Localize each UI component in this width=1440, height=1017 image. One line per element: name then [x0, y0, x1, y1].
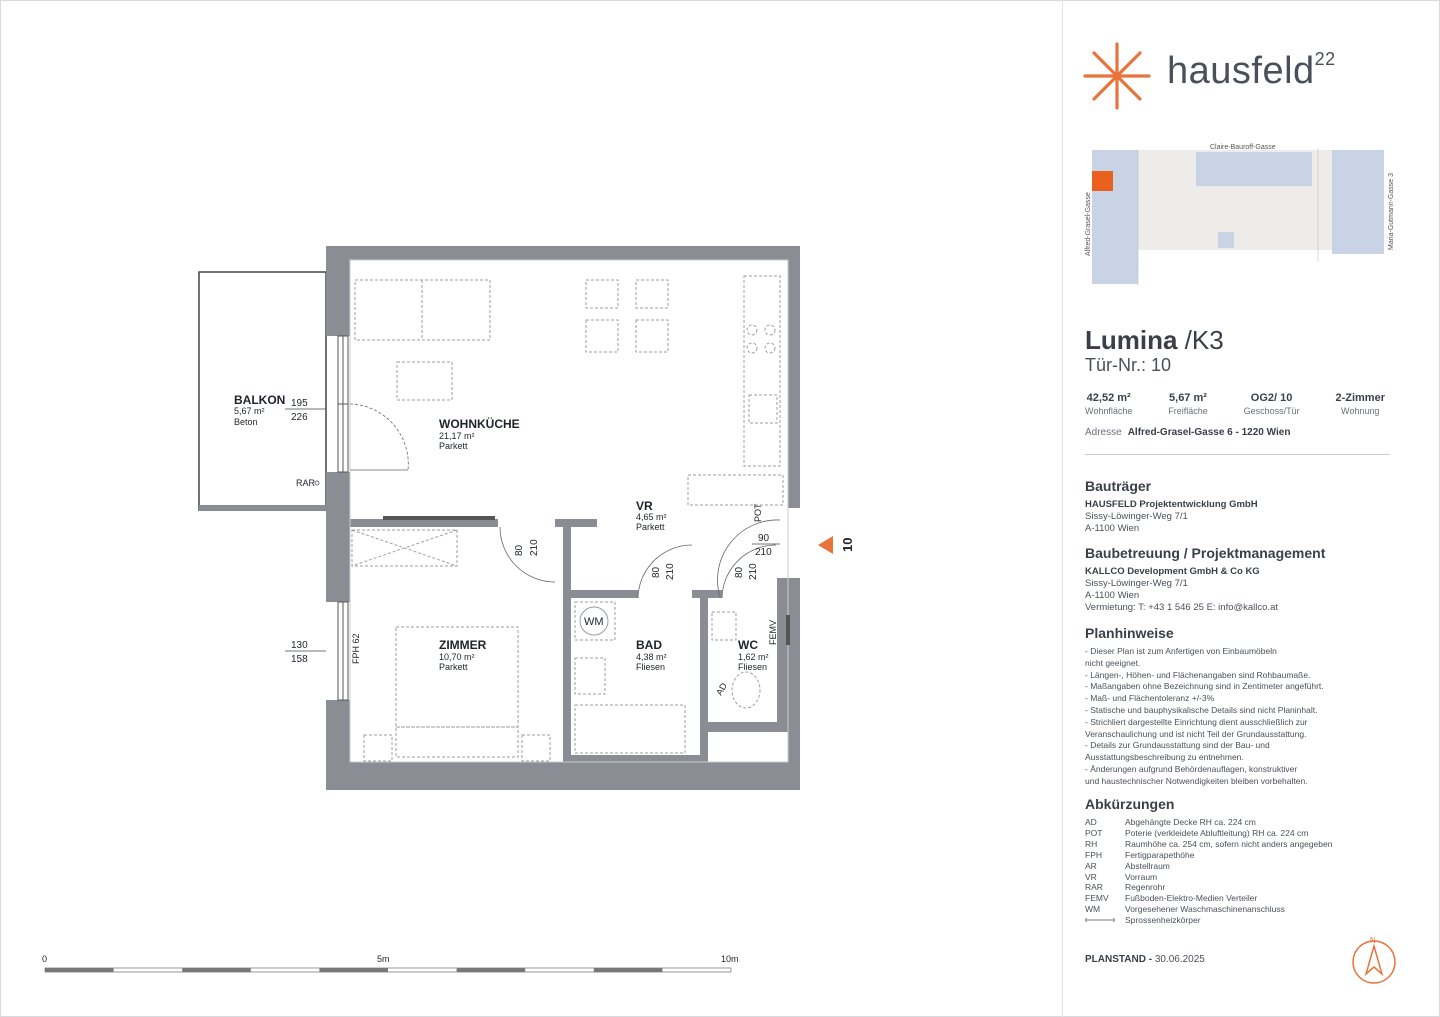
abkuerzungen-list [1085, 817, 1332, 926]
abbr-row [1085, 817, 1332, 828]
dim-door-entry-width: 90 [758, 533, 770, 544]
abbr-row [1085, 915, 1332, 926]
street-top: Claire-Bauroff-Gasse [1210, 144, 1276, 151]
abbr-value: Raumhöhe ca. 254 cm, sofern nicht anders angegeben [1125, 838, 1333, 849]
dim-door-wc-height: 210 [748, 563, 759, 580]
abbr-key: RH [1085, 838, 1098, 849]
unit-title: Lumina /K3 [1085, 325, 1224, 355]
abbr-value: Abgehängte Decke RH ca. 224 cm [1125, 817, 1256, 827]
room-area-vr: 4,65 m² [636, 512, 667, 522]
balcony-outline [199, 272, 326, 510]
scale-mid: 5m [377, 954, 390, 964]
room-floor-balkon: Beton [234, 417, 258, 427]
abbr-row [1085, 893, 1332, 904]
entrance-arrow-icon [818, 536, 833, 554]
room-name-bad: BAD [636, 638, 662, 652]
tag-rar: RAR [296, 478, 316, 488]
radiator [383, 516, 495, 520]
abbr-row [1085, 872, 1332, 883]
street-left: Alfred-Grasel-Gasse [1085, 192, 1092, 256]
room-name-wc: WC [738, 638, 758, 652]
stat-caption: Wohnung [1341, 406, 1380, 416]
bautraeger-company: HAUSFELD Projektentwicklung GmbH [1085, 499, 1258, 510]
room-area-wc: 1,62 m² [738, 652, 769, 662]
stat-zimmer [1335, 392, 1385, 416]
radiator-symbol-icon [1085, 915, 1125, 926]
room-area-balkon: 5,67 m² [234, 406, 265, 416]
stat-value: 5,67 m² [1169, 392, 1207, 404]
unit-building: K3 [1191, 325, 1224, 355]
room-floor-wc: Fliesen [738, 662, 768, 672]
tag-ad: AD [714, 681, 729, 697]
stat-freiflaeche [1168, 392, 1208, 416]
note-line: - Maßangaben ohne Bezeichnung sind in Zentimeter angeführt. [1085, 681, 1324, 692]
note-line: - Dieser Plan ist zum Anfertigen von Einbaumöbeln [1085, 646, 1277, 656]
baubetreuung-city: A-1100 Wien [1085, 590, 1140, 601]
stat-caption: Freifläche [1168, 406, 1208, 416]
abbr-key: WM [1085, 904, 1101, 915]
room-area-zimmer: 10,70 m² [439, 652, 475, 662]
room-name-wohnkueche: WOHNKÜCHE [439, 417, 520, 431]
tag-wm: WM [584, 616, 604, 628]
scale-bar [45, 968, 731, 972]
stat-geschoss [1244, 392, 1300, 416]
baubetreuung-block [1085, 566, 1278, 614]
abbr-key: AD [1085, 817, 1097, 827]
abbr-value: Vorgesehener Waschmaschinenanschluss [1125, 904, 1285, 915]
dim-door-entry-height: 210 [755, 547, 772, 558]
brand-logo [1167, 50, 1336, 93]
planhinweise-list [1085, 646, 1385, 788]
address-value: Alfred-Grasel-Gasse 6 - 1220 Wien [1127, 427, 1291, 438]
door-value: 10 [1151, 355, 1172, 375]
note-line: Ausstattungsbeschreibung zu entnehmen. [1085, 752, 1244, 763]
note-line: - Maß- und Flächentoleranz +/-3% [1085, 693, 1215, 704]
abbr-value: Sprossenheizkörper [1125, 915, 1201, 926]
abbr-row [1085, 904, 1332, 915]
abbr-key: VR [1085, 871, 1097, 882]
dim-door-wc-width: 80 [734, 566, 745, 578]
stat-value: 42,52 m² [1086, 392, 1131, 404]
bautraeger-street: Sissy-Löwinger-Weg 7/1 [1085, 511, 1188, 522]
abbr-row [1085, 882, 1332, 893]
note-line: und haustechnischer Notwendigkeiten bleiben vorbehalten. [1085, 775, 1308, 786]
dim-door-vr-height: 210 [529, 539, 540, 556]
bautraeger-heading: Bauträger [1085, 478, 1152, 494]
bautraeger-city: A-1100 Wien [1085, 523, 1140, 534]
room-name-vr: VR [636, 499, 653, 513]
room-name-balkon: BALKON [234, 393, 286, 407]
street-right: Maria-Gutmann-Gasse 3 [1388, 172, 1395, 250]
note-line: - Strichliert dargestellte Einrichtung dient ausschließlich zur [1085, 716, 1308, 727]
divider [1085, 454, 1390, 455]
planstand-date: 30.06.2025 [1154, 954, 1205, 965]
abbr-row [1085, 839, 1332, 850]
dim-window-zimmer-width: 130 [291, 640, 308, 651]
room-floor-zimmer: Parkett [439, 662, 468, 672]
address [1085, 427, 1290, 438]
dim-window-balkon-height: 226 [291, 412, 308, 423]
baubetreuung-company: KALLCO Development GmbH & Co KG [1085, 566, 1260, 577]
unit-location-marker [1092, 171, 1113, 191]
unit-name: Lumina [1085, 325, 1178, 355]
planstand [1085, 954, 1205, 965]
dim-door-bad-width: 80 [651, 566, 662, 578]
baubetreuung-contact: Vermietung: T: +43 1 546 25 E: info@kallco.at [1085, 602, 1278, 613]
brand-name: hausfeld [1167, 50, 1315, 92]
abbr-key: RAR [1085, 882, 1103, 893]
compass-north-icon [1350, 934, 1398, 986]
stat-value: OG2/ 10 [1250, 392, 1293, 404]
entrance-number: 10 [840, 537, 855, 552]
dim-window-zimmer-height: 158 [291, 654, 308, 665]
note-line: - Details zur Grundausstattung sind der Bau- und [1085, 740, 1270, 751]
note-line: - Statische und bauphysikalische Details sind nicht Planinhalt. [1085, 704, 1318, 715]
balcony-slab [199, 505, 326, 511]
room-area-wohnkueche: 21,17 m² [439, 431, 475, 441]
abbr-value: Regenrohr [1125, 882, 1166, 893]
abbr-key: AR [1085, 860, 1097, 871]
room-area-bad: 4,38 m² [636, 652, 667, 662]
door-number [1085, 355, 1171, 376]
abbr-value: Abstellraum [1125, 860, 1170, 871]
note-line: - Längen-, Höhen- und Flächenangaben sind Rohbaumaße. [1085, 669, 1311, 680]
svg-text:N: N [1370, 936, 1376, 945]
abbr-value: Fußboden-Elektro-Medien Verteiler [1125, 893, 1258, 904]
stat-wohnflaeche [1085, 392, 1132, 416]
abbr-key: POT [1085, 827, 1103, 838]
abbr-row [1085, 828, 1332, 839]
planhinweise-heading: Planhinweise [1085, 625, 1174, 641]
bautraeger-block [1085, 499, 1258, 535]
site-map [1086, 140, 1396, 295]
note-line: Veranschaulichung und ist nicht Teil der Grundausstattung. [1085, 728, 1307, 739]
unit-stats [1085, 392, 1385, 416]
abbr-row [1085, 861, 1332, 872]
towel-radiator [786, 615, 790, 645]
room-name-zimmer: ZIMMER [439, 638, 487, 652]
room-floor-bad: Fliesen [636, 662, 666, 672]
abbr-value: Poterie (verkleidete Abluftleitung) RH ca. 224 cm [1125, 827, 1309, 838]
abbr-value: Vorraum [1125, 871, 1158, 882]
stat-value: 2-Zimmer [1335, 392, 1385, 404]
scale-start: 0 [42, 954, 48, 964]
panel-divider [1062, 0, 1063, 1017]
abbr-row [1085, 850, 1332, 861]
door-label: Tür-Nr.: [1085, 355, 1146, 375]
planstand-label: PLANSTAND - [1085, 954, 1153, 965]
dim-door-bad-height: 210 [665, 563, 676, 580]
brand-asterisk-icon [1083, 40, 1151, 112]
room-floor-vr: Parkett [636, 522, 665, 532]
abbr-key: FEMV [1085, 893, 1109, 904]
abbr-key: FPH [1085, 849, 1102, 860]
brand-superscript: 22 [1314, 49, 1336, 70]
note-line: - Änderungen aufgrund Behördenauflagen, konstruktiver [1085, 763, 1298, 774]
stat-caption: Geschoss/Tür [1243, 406, 1300, 416]
baubetreuung-street: Sissy-Löwinger-Weg 7/1 [1085, 578, 1188, 589]
baubetreuung-heading: Baubetreuung / Projektmanagement [1085, 545, 1326, 561]
abkuerzungen-heading: Abkürzungen [1085, 796, 1175, 812]
tag-fph: FPH 62 [351, 633, 361, 664]
note-line: nicht geeignet. [1085, 657, 1141, 668]
dim-window-balkon-width: 195 [291, 398, 308, 409]
tag-pot: POT [753, 503, 763, 522]
tag-femv: FEMV [768, 619, 778, 645]
address-label: Adresse [1085, 427, 1122, 438]
room-floor-wohnkueche: Parkett [439, 441, 468, 451]
stat-caption: Wohnfläche [1085, 406, 1133, 416]
scale-end: 10m [721, 954, 739, 964]
abbr-value: Fertigparapethöhe [1125, 849, 1195, 860]
dim-door-vr-width: 80 [514, 544, 525, 556]
